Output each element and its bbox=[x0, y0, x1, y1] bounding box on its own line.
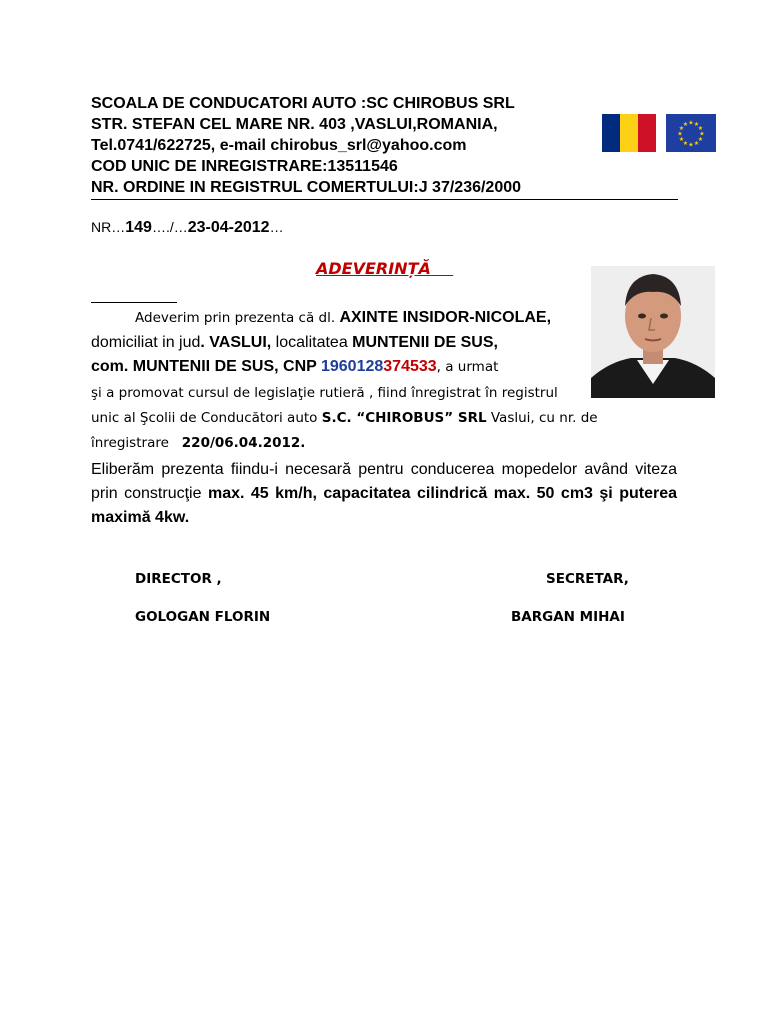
eu-star-icon: ★ bbox=[682, 122, 689, 128]
eu-star-icon: ★ bbox=[688, 120, 694, 127]
short-rule bbox=[91, 302, 177, 303]
registration-number: 220/06.04.2012 bbox=[181, 435, 301, 451]
header-divider bbox=[91, 199, 678, 200]
body-line-4: şi a promovat cursul de legislaţie rutieră , fiind înregistrat în registrul bbox=[91, 385, 558, 401]
document-number: NR…149…./…23-04-2012… bbox=[91, 219, 284, 236]
body-line-2: domiciliat in jud. VASLUI, localitatea MUNTENII DE SUS, bbox=[91, 334, 498, 351]
cnp-part-2: 374533 bbox=[383, 358, 437, 375]
purpose-paragraph: Eliberăm prezenta fiindu-i necesară pentru conducerea mopedelor având viteza prin construcţie max. 45 km/h, capacitatea cilindrică max. 50 cm3 şi puterea maximă 4kw. bbox=[91, 461, 678, 526]
eu-star-icon: ★ bbox=[697, 137, 704, 143]
locality: MUNTENII DE SUS, bbox=[352, 334, 498, 351]
person-name: AXINTE INSIDOR-NICOLAE, bbox=[339, 309, 552, 326]
document-title: ADEVERINȚĂ bbox=[316, 259, 431, 278]
trade-register-line: NR. ORDINE IN REGISTRUL COMERTULUI:J 37/236/2000 bbox=[91, 179, 522, 196]
director-name: GOLOGAN FLORIN bbox=[135, 609, 271, 625]
school-name-line: SCOALA DE CONDUCATORI AUTO :SC CHIROBUS SRL bbox=[91, 95, 515, 112]
eu-star-icon: ★ bbox=[688, 142, 694, 149]
secretary-name: BARGAN MIHAI bbox=[511, 609, 625, 625]
doc-date: 23-04-2012 bbox=[187, 219, 270, 236]
secretary-title: SECRETAR, bbox=[546, 571, 629, 587]
address-line: STR. STEFAN CEL MARE NR. 403 ,VASLUI,ROMANIA, bbox=[91, 116, 498, 133]
body-line-1: Adeverim prin prezenta că dl. AXINTE INSIDOR-NICOLAE, bbox=[135, 309, 552, 326]
eu-star-icon: ★ bbox=[697, 126, 704, 132]
body-line-3: com. MUNTENII DE SUS, CNP 1960128374533, a urmat bbox=[91, 358, 499, 375]
eu-star-icon: ★ bbox=[699, 131, 705, 138]
eu-star-icon: ★ bbox=[693, 141, 700, 147]
eu-star-icon: ★ bbox=[682, 141, 689, 147]
doc-number-value: 149 bbox=[125, 219, 152, 236]
county: . VASLUI, bbox=[200, 334, 272, 351]
eu-flag-icon bbox=[666, 114, 716, 152]
eu-star-icon: ★ bbox=[677, 131, 683, 138]
body-line-6: înregistrare 220/06.04.2012. bbox=[91, 435, 306, 451]
person-photo bbox=[591, 266, 715, 398]
contact-line: Tel.0741/622725, e-mail chirobus_srl@yahoo.com bbox=[91, 137, 467, 154]
school-name: S.C. “CHIROBUS” SRL bbox=[321, 410, 487, 426]
body-line-5: unic al Şcolii de Conducători auto S.C. “CHIROBUS” SRL Vaslui, cu nr. de bbox=[91, 410, 598, 426]
eu-star-icon: ★ bbox=[678, 137, 685, 143]
eu-star-icon: ★ bbox=[693, 122, 700, 128]
vehicle-limits: max. 45 km/h, capacitatea cilindrică max. 50 cm3 şi puterea maximă 4kw. bbox=[91, 485, 678, 526]
romania-flag-icon bbox=[602, 114, 656, 152]
eu-star-icon: ★ bbox=[678, 126, 685, 132]
cnp-part-1: 1960128 bbox=[320, 358, 384, 375]
registration-code-line: COD UNIC DE INREGISTRARE:13511546 bbox=[91, 158, 398, 175]
director-title: DIRECTOR , bbox=[135, 571, 222, 587]
